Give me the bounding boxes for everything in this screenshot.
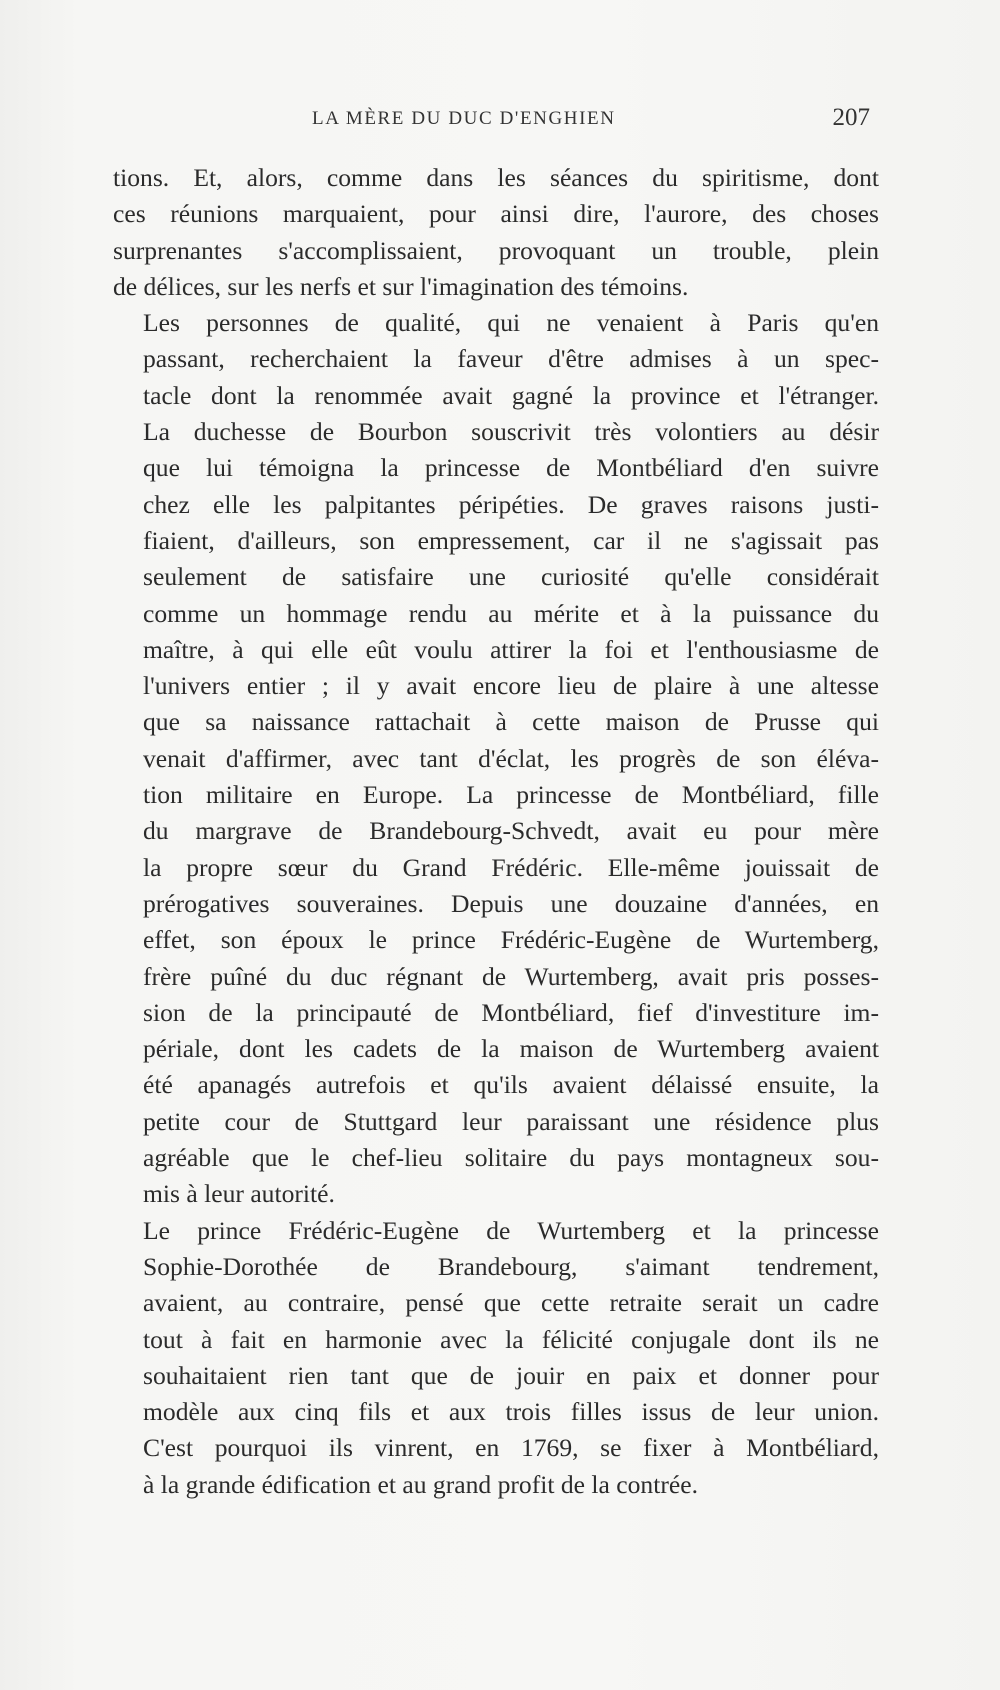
text-line: Sophie-Dorothée de Brandebourg, s'aimant tendrement, [143, 1251, 879, 1281]
text-line: mis à leur autorité. [143, 1179, 335, 1209]
text-line: maître, à qui elle eût voulu attirer la foi et l'enthousiasme de [143, 634, 879, 664]
text-line: Les personnes de qualité, qui ne venaient à Paris qu'en [143, 308, 879, 338]
text-line: tacle dont la renommée avait gagné la province et l'étranger. [143, 380, 879, 410]
text-line: passant, recherchaient la faveur d'être admises à un spec- [143, 344, 879, 374]
text-line: La duchesse de Bourbon souscrivit très volontiers au désir [143, 417, 879, 447]
paragraph [113, 160, 879, 305]
text-line: été apanagés autrefois et qu'ils avaient délaissé ensuite, la [143, 1070, 879, 1100]
page-number: 207 [832, 104, 870, 131]
text-line: que lui témoigna la princesse de Montbéliard d'en suivre [143, 453, 879, 483]
text-line: venait d'affirmer, avec tant d'éclat, les progrès de son éléva- [143, 743, 879, 773]
text-line: l'univers entier ; il y avait encore lieu de plaire à une altesse [143, 671, 879, 701]
text-line: C'est pourquoi ils vinrent, en 1769, se fixer à Montbéliard, [143, 1433, 879, 1463]
text-line: frère puîné du duc régnant de Wurtemberg, avait pris posses- [143, 961, 879, 991]
text-line: modèle aux cinq fils et aux trois filles issus de leur union. [143, 1397, 879, 1427]
text-line: petite cour de Stuttgard leur paraissant une résidence plus [143, 1106, 879, 1136]
text-line: ces réunions marquaient, pour ainsi dire, l'aurore, des choses [113, 199, 879, 229]
body-text [113, 160, 879, 1503]
text-line: chez elle les palpitantes péripéties. De graves raisons justi- [143, 489, 879, 519]
text-line: effet, son époux le prince Frédéric-Eugène de Wurtemberg, [143, 925, 879, 955]
text-line: Le prince Frédéric-Eugène de Wurtemberg et la princesse [143, 1215, 879, 1245]
text-line: souhaitaient rien tant que de jouir en paix et donner pour [143, 1360, 879, 1390]
text-line: à la grande édification et au grand profit de la contrée. [143, 1469, 698, 1499]
paragraph [113, 1213, 879, 1503]
text-line: tout à fait en harmonie avec la félicité conjugale dont ils ne [143, 1324, 879, 1354]
text-line: comme un hommage rendu au mérite et à la puissance du [143, 598, 879, 628]
page-header [312, 104, 870, 138]
text-line: que sa naissance rattachait à cette maison de Prusse qui [143, 707, 879, 737]
text-line: avaient, au contraire, pensé que cette retraite serait un cadre [143, 1288, 879, 1318]
text-line: périale, dont les cadets de la maison de Wurtemberg avaient [143, 1034, 879, 1064]
text-line: tion militaire en Europe. La princesse de Montbéliard, fille [143, 780, 879, 810]
text-line: la propre sœur du Grand Frédéric. Elle-même jouissait de [143, 852, 879, 882]
paragraph [113, 305, 879, 1212]
text-line: de délices, sur les nerfs et sur l'imagination des témoins. [113, 271, 689, 301]
running-title: LA MÈRE DU DUC D'ENGHIEN [312, 108, 616, 129]
text-line: prérogatives souveraines. Depuis une douzaine d'années, en [143, 888, 879, 918]
text-line: agréable que le chef-lieu solitaire du pays montagneux sou- [143, 1143, 879, 1173]
text-line: fiaient, d'ailleurs, son empressement, car il ne s'agissait pas [143, 525, 879, 555]
text-line: seulement de satisfaire une curiosité qu'elle considérait [143, 562, 879, 592]
text-line: surprenantes s'accomplissaient, provoquant un trouble, plein [113, 235, 879, 265]
text-line: sion de la principauté de Montbéliard, fief d'investiture im- [143, 997, 879, 1027]
text-line: du margrave de Brandebourg-Schvedt, avait eu pour mère [143, 816, 879, 846]
text-line: tions. Et, alors, comme dans les séances du spiritisme, dont [113, 163, 879, 192]
